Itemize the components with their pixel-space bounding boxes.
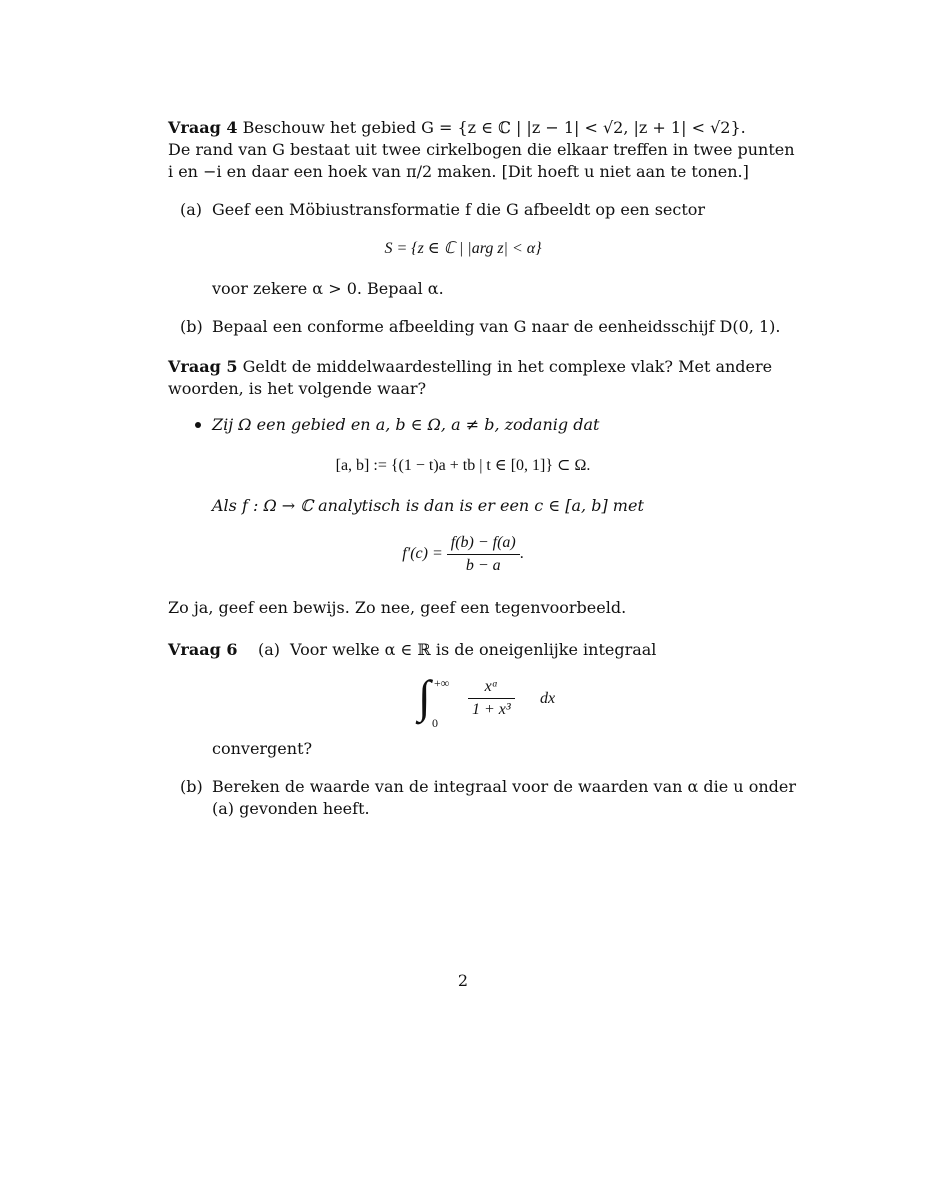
- q5-formula-2-lhs: f′(c) =: [402, 545, 443, 563]
- q5-bullet-text-1: Zij Ω een gebied en a, b ∈ Ω, a ≠ b, zodanig dat: [212, 415, 600, 434]
- integral-sign: ∫: [418, 671, 431, 722]
- q4-a-text-2: voor zekere α > 0. Bepaal α.: [212, 279, 444, 298]
- q5-label: Vraag 5: [168, 357, 238, 376]
- q4-b-text: Bepaal een conforme afbeelding van G naar de eenheidsschijf D(0, 1).: [212, 317, 781, 336]
- q5-formula-2-denominator: b − a: [465, 557, 501, 574]
- q6-line-1: [168, 639, 237, 661]
- q4-a-formula: S = {z ∈ ℂ | |arg z| < α}: [384, 240, 542, 257]
- q4-intro: Beschouw het gebied G = {z ∈ ℂ | |z − 1| < √2, |z + 1| < √2}.: [242, 118, 746, 137]
- integral-dx: dx: [540, 690, 556, 707]
- q4-line-1: [168, 117, 746, 139]
- q6-a-text: Voor welke α ∈ ℝ is de oneigenlijke integraal: [290, 640, 657, 659]
- page-number: 2: [457, 971, 469, 990]
- integral-lower-limit: 0: [432, 716, 438, 730]
- q6-a-text-2: convergent?: [212, 739, 313, 758]
- integral-denominator: 1 + x³: [472, 701, 511, 718]
- q4-b-marker: (b): [180, 317, 203, 336]
- q6-b-line-2: (a) gevonden heeft.: [212, 799, 370, 818]
- q5-formula-2: [0, 532, 926, 577]
- q6-b-marker: (b): [180, 777, 203, 796]
- integral-fraction: [468, 676, 515, 721]
- bullet-icon: [195, 422, 201, 428]
- q6-a-marker: (a): [258, 640, 281, 659]
- q5-formula-2-numerator: f(b) − f(a): [447, 532, 520, 555]
- q5-formula-2-fraction: [447, 532, 520, 577]
- q4-a-marker: (a): [180, 200, 203, 219]
- q5-line-2: woorden, is het volgende waar?: [168, 379, 427, 398]
- q4-label: Vraag 4: [168, 118, 238, 137]
- q5-formula-2-end: .: [519, 545, 524, 563]
- q5-line-1: [168, 356, 772, 378]
- q4-line-3: i en −i en daar een hoek van π/2 maken. [Dit hoeft u niet aan te tonen.]: [168, 162, 749, 181]
- q5-formula-1: [a, b] := {(1 − t)a + tb | t ∈ [0, 1]} ⊂ Ω.: [335, 457, 591, 474]
- q4-line-2: De rand van G bestaat uit twee cirkelbogen die elkaar treffen in twee punten: [168, 140, 795, 159]
- q5-conclusion: Zo ja, geef een bewijs. Zo nee, geef een tegenvoorbeeld.: [168, 598, 627, 617]
- q6-b-line-1: Bereken de waarde van de integraal voor de waarden van α die u onder: [212, 777, 796, 796]
- q5-bullet-text-2: Als f : Ω → ℂ analytisch is dan is er een c ∈ [a, b] met: [212, 496, 644, 515]
- integral-numerator: xᵅ: [468, 676, 515, 699]
- q5-intro: Geldt de middelwaardestelling in het complexe vlak? Met andere: [242, 357, 773, 376]
- q4-a-text: Geef een Möbiustransformatie f die G afbeeldt op een sector: [212, 200, 706, 219]
- q6-label: Vraag 6: [168, 640, 238, 659]
- integral-upper-limit: +∞: [434, 676, 450, 690]
- q6-integral: [418, 672, 558, 728]
